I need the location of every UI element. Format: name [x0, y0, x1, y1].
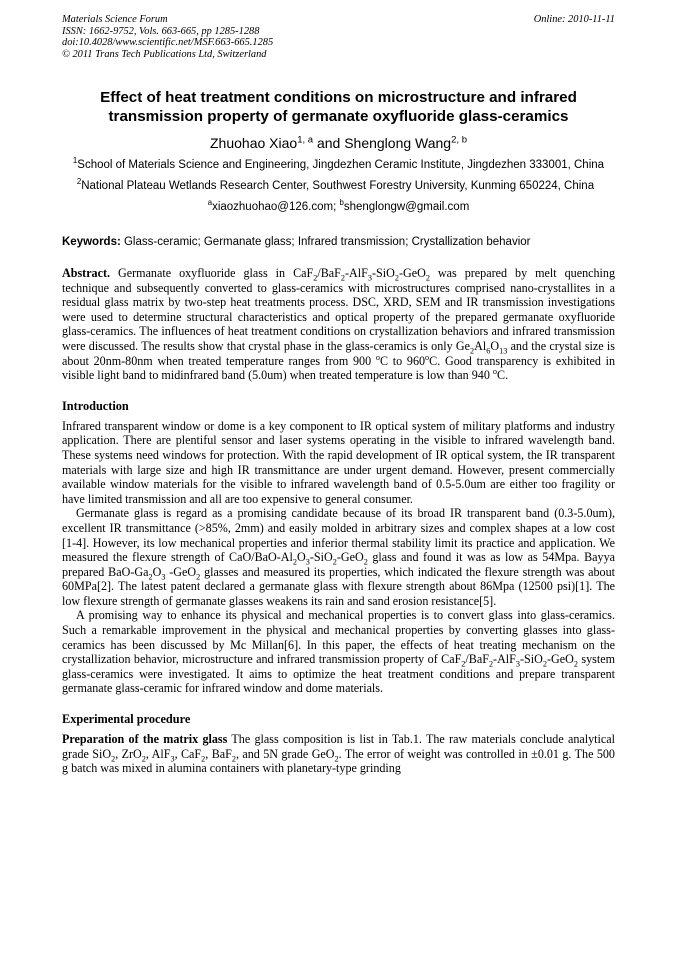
body-text: -GeO [336, 550, 364, 565]
email-a-marker: a [207, 198, 213, 208]
experimental-heading: Experimental procedure [62, 712, 191, 727]
subscript: 2 [461, 659, 466, 669]
body-text: A promising way to enhance its physical and mechanical properties is to convert glass into glass-ceramics. Such a remarkable improvement in the physical and mechanical properties by converting glasses into glass-ceramics has been discussed by Mc Millan[6]. In this paper, the effects of heat treating mechanism on the crystallization behavior, microstructure and infrared transmission property of CaF [62, 608, 615, 667]
affiliation-1-marker: 1 [72, 156, 78, 166]
subscript: 2 [394, 273, 399, 283]
abstract-text: -AlF [345, 266, 368, 280]
subscript: 2 [148, 572, 153, 582]
body-text: glasses and measured its properties, which indicated the flexure strength was about 60MPa[2]. The latest patent declared a germanate glass with flexure strength about 86Mpa (12500 psi)[1]. The low flexure strength of germanate glasses weakens its rain and sand erosion resistance[5]. [62, 564, 616, 608]
intro-paragraph-3 [62, 608, 615, 696]
body-text: O [152, 564, 162, 579]
subscript: 2 [363, 557, 368, 567]
degree-marker: o [375, 352, 380, 362]
keywords-text: Glass-ceramic; Germanate glass; Infrared transmission; Crystallization behavior [120, 236, 531, 248]
body-text: , BaF [205, 746, 232, 761]
affiliation-1-text: School of Materials Science and Engineering, Jingdezhen Ceramic Institute, Jingdezhen 333001, China [77, 159, 605, 171]
subscript: 2 [542, 659, 547, 669]
abstract-text: Germanate oxyfluoride glass in CaF [110, 266, 314, 280]
subscript: 3 [161, 572, 166, 582]
abstract-text: C to 960 [379, 353, 426, 368]
author-2-marker: 2, b [451, 134, 467, 146]
subscript: 3 [170, 754, 175, 764]
body-text: , ZrO [115, 746, 142, 761]
abstract-label: Abstract. [62, 266, 111, 280]
body-text: , CaF [174, 746, 202, 761]
subscript: 3 [367, 273, 372, 283]
paper-title: Effect of heat treatment conditions on microstructure and infrared transmission property of germanate oxyfluoride glass-ceramics [100, 89, 577, 125]
online-date: Online: 2010-11-11 [533, 14, 615, 25]
body-text: O [297, 550, 306, 565]
degree-marker: o [492, 367, 498, 377]
body-text: -SiO [520, 652, 543, 667]
author-1-name: Zhuohao Xiao [210, 135, 298, 151]
paper-page [62, 14, 615, 776]
intro-paragraph-1: Infrared transparent window or dome is a key component to IR optical system of military platforms and industry application. There are plentiful sensor and laser systems operating in the visible to infrared wavelength band. These systems need windows for protection. With the rapid development of IR optical system, the IR transparent materials with large size and high IR transmittance are under urgent demand. However, present commercially available window materials for the visible to infrared wavelength band of 0.5-5.0um are either too fragility or have limited transmission and all are too expensive to general consumer. [62, 418, 615, 506]
email-b-marker: b [339, 198, 344, 208]
journal-header [62, 14, 615, 66]
journal-doi: doi:10.4028/www.scientific.net/MSF.663-665.1285 [62, 37, 274, 49]
subscript: 2 [470, 346, 475, 356]
intro-paragraph-2 [62, 506, 615, 608]
subscript: 2 [488, 659, 494, 669]
degree-marker: o [425, 352, 430, 362]
subscript: 2 [425, 273, 430, 283]
subscript: 2 [334, 754, 339, 764]
journal-copyright: © 2011 Trans Tech Publications Ltd, Switzerland [62, 48, 267, 60]
email-a: xiaozhuohao@126.com; [212, 201, 340, 213]
author-1-marker: 1, a [297, 134, 314, 146]
abstract [62, 266, 615, 383]
abstract-text: -SiO [371, 266, 395, 280]
abstract-text: /BaF [317, 266, 341, 280]
affiliation-1 [62, 158, 615, 173]
keywords [62, 235, 615, 250]
subscript: 2 [141, 754, 146, 764]
body-text: , AlF [145, 746, 171, 761]
subscript: 6 [486, 346, 491, 356]
affiliation-2 [52, 179, 619, 194]
author-conjunction: and [313, 135, 345, 151]
keywords-label: Keywords: [62, 236, 121, 248]
abstract-text: O [490, 338, 500, 353]
abstract-text: Al [474, 338, 487, 353]
journal-issn: ISSN: 1662-9752, Vols. 663-665, pp 1285-1288 [62, 25, 260, 37]
author-emails [62, 200, 615, 215]
journal-name: Materials Science Forum [62, 14, 168, 25]
subscript: 2 [313, 273, 318, 283]
body-text: -GeO [165, 564, 197, 579]
abstract-text: C. [497, 368, 509, 383]
abstract-text: C. Good transparency is exhibited in visible light band to midinfrared band (5.0um) when treated temperature is low than 940 [62, 353, 616, 383]
introduction-heading: Introduction [62, 398, 129, 413]
matrix-glass-subheading: Preparation of the matrix glass [62, 732, 228, 747]
body-text: , and 5N grade GeO [235, 746, 335, 761]
email-b: shenglongw@gmail.com [343, 201, 470, 213]
subscript: 2 [332, 557, 337, 567]
abstract-text: -GeO [398, 266, 426, 280]
body-text: glass and found it was as low as 54Mpa. Bayya prepared BaO-Ga [62, 550, 615, 579]
subscript: 2 [196, 572, 201, 582]
body-text: system glass-ceramics were investigated. It aims to optimize the heat treatment conditions and prepare transparent germanate glass-ceramic for infrared window and dome materials. [62, 652, 615, 696]
subscript: 13 [499, 346, 508, 356]
subscript: 2 [573, 659, 578, 669]
body-text: . The error of weight was controlled in ±0.01 g. The 500 g batch was mixed in alumina containers with planetary-type grinding [62, 746, 615, 776]
body-text: Germanate glass is regard as a promising candidate because of its broad IR transparent band (0.3-5.0um), excellent IR transmittance (>85%, 2mm) and easily molded in arbitrary sizes and complex shapes at a low cost [1-4]. However, its low mechanical properties and inferior thermal stability limit its practice and application. We measured the flexure strength of CaO/BaO-Al [62, 506, 615, 565]
subscript: 3 [515, 659, 521, 669]
body-text: The glass composition is list in Tab.1. The raw materials conclude analytical grade SiO [62, 732, 615, 761]
abstract-text: was prepared by melt quenching technique and subsequently converted to glass-ceramics with microstructures comprised nano-crystallites in a residual glass matrix by two-step heat treatments process. DSC, XRD, SEM and IR transmission investigations were used to determine structural characteristics and optical property of the prepared germanate oxyfluoride glass-ceramics. The influences of heat treatment conditions on crystallization behaviors and infrared transmission were discussed. The results show that crystal phase in the glass-ceramics is only Ge [62, 266, 615, 353]
body-text: -SiO [309, 550, 333, 565]
author-2-name: Shenglong Wang [344, 135, 452, 151]
subscript: 2 [340, 273, 345, 283]
body-text: /BaF [465, 652, 489, 667]
subscript: 2 [111, 754, 116, 764]
subscript: 3 [305, 557, 310, 567]
subscript: 2 [201, 754, 206, 764]
body-text: -AlF [493, 652, 516, 667]
abstract-text: and the crystal size is about 20nm-80nm when treated temperature ranges from 900 [62, 338, 615, 368]
experimental-paragraph [62, 732, 615, 776]
affiliation-2-marker: 2 [76, 177, 82, 187]
author-list [62, 134, 615, 152]
affiliation-2-text: National Plateau Wetlands Research Center, Southwest Forestry University, Kunming 650224, China [81, 180, 595, 192]
subscript: 2 [231, 754, 236, 764]
body-text: -GeO [546, 652, 574, 667]
subscript: 2 [292, 557, 297, 567]
